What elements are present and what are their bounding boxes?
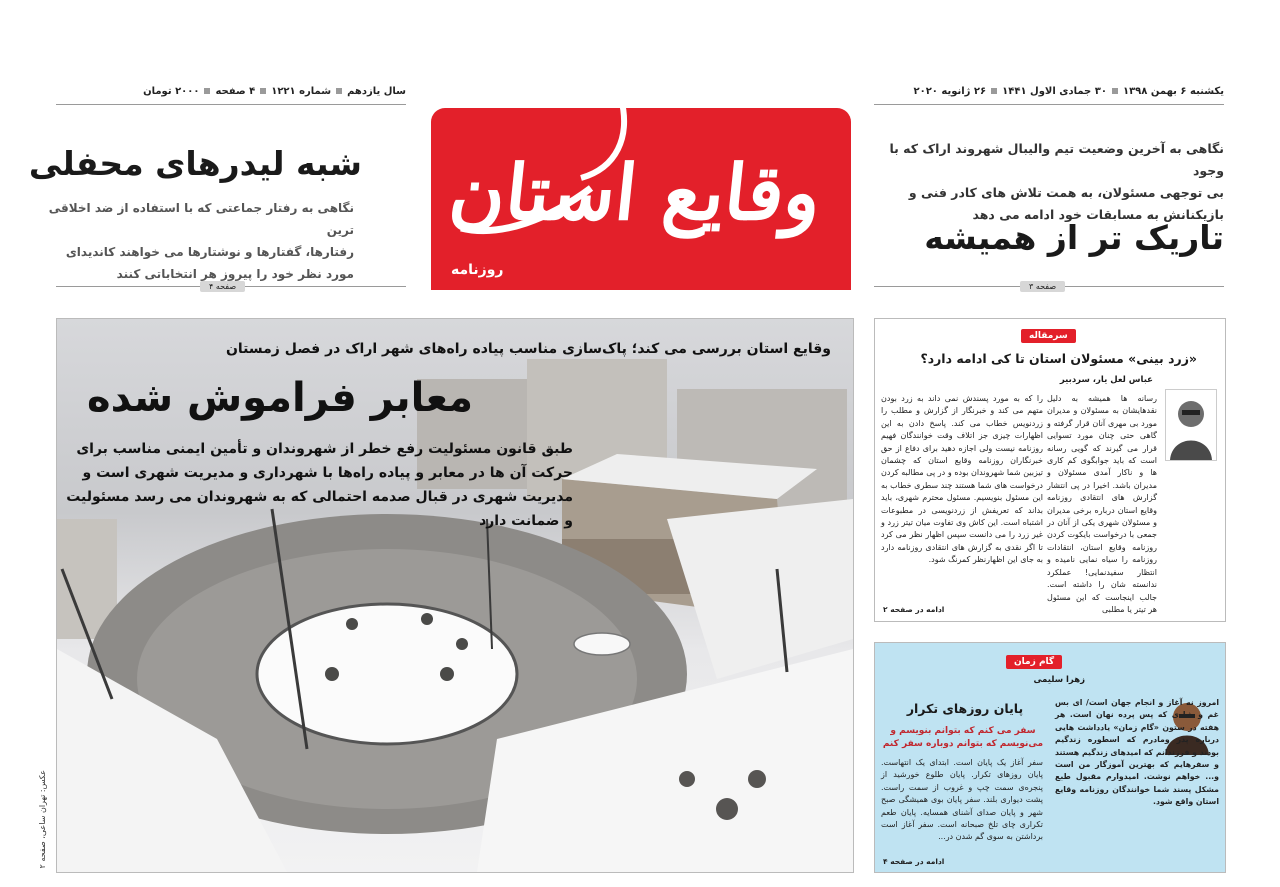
column-box — [874, 642, 1226, 873]
column-continue[interactable]: ادامه در صفحه ۴ — [883, 857, 945, 866]
right-lead-line: نگاهی به آخرین وضعیت تیم والیبال شهروند اراک که با وجود — [889, 141, 1224, 178]
person-icon — [1166, 390, 1216, 460]
editorial-author: عباس لعل یار، سردبیر — [1059, 375, 1153, 385]
masthead — [431, 108, 851, 290]
left-lead-line: مورد نظر خود را پیروز هر انتخاباتی کنند — [116, 267, 354, 281]
left-lead-line: نگاهی به رفتار جماعتی که با استفاده از ضد اخلاقی ترین — [48, 201, 354, 237]
column-col-right: امروز نه آغاز و انجام جهان است/ ای بس غم و شادی که پس پرده نهان است. هر هفته در ستون «گام زمان» یادداشت هایی درباره پدر ومادرم که اسطوره زندگیم بودند و فرزندانم که امیدهای زندگیم هستند و سفرهایم که بهترین آموزگار من است و... خواهم نوشت. امیدوارم مقبول طبع مشکل پسند شما خوانندگان روزنامه وقایع استان واقع شود. — [1055, 698, 1219, 807]
column-title[interactable]: پایان روزهای تکرار — [906, 701, 1024, 716]
right-story-title[interactable]: تاریک تر از همیشه — [924, 218, 1224, 257]
date-bar — [874, 86, 1224, 105]
editorial-col-right-cont — [1047, 463, 1217, 611]
column-subtitle — [881, 725, 1045, 751]
left-story-lead — [34, 197, 354, 285]
editorial-title[interactable]: «زرد بینی» مسئولان استان تا کی ادامه دارد؟ — [920, 351, 1197, 366]
right-lead-line: بازیکنانش به مسابقات خود ادامه می دهد — [972, 207, 1224, 222]
date-gregorian: ۲۶ ژانویه ۲۰۲۰ — [913, 86, 987, 97]
price: ۲۰۰۰ تومان — [143, 86, 200, 97]
left-lead-line: رفتارها، گفتارها و نوشتارها می خواهند کاندیدای — [65, 245, 354, 259]
main-kicker: وقایع استان بررسی می کند؛ پاک‌سازی مناسب پیاده راه‌های شهر اراک در فصل زمستان — [225, 341, 831, 357]
column-subtitle-line: سفر می کنم که بتوانم بنویسم و — [890, 726, 1036, 736]
editorial-col-right: رسانه ها همیشه به دلیل نقدهایشان به مسئولان و مدیران مورد بی مهری آنان قرار گرفته و گاهی حتی چنان مورد تسوایی قرار می گیرند که گویی رسانه است که باید جوابگوی کم کاری ها و ناکار آمدی مسئولان و مدیران باشد. اخیرا در پی انتشار گزارش های انتقادی روزنامه وقایع استان درباره برخی مدیران و مسئولان شهری یکی از آنان در جمعی با درخواست بایکوت کردن روزنامه وقایع استان، انتقادات روزنامه را سیاه نمایی نامیده و انتظار سفیدنمایی! عملکرد ندانسته شان را داشته است. جالب اینجاست که این مسئول هر تیتر یا مطلبی — [1047, 394, 1157, 614]
page-count: ۴ صفحه — [215, 86, 256, 97]
editorial-author-photo — [1165, 389, 1217, 461]
right-lead-line: بی توجهی مسئولان، به همت تلاش های کادر فنی و — [908, 185, 1224, 200]
column-badge: گام زمان — [1006, 655, 1062, 669]
editorial-continue[interactable]: ادامه در صفحه ۲ — [883, 605, 945, 614]
editorial-box — [874, 318, 1226, 622]
issue-bar — [56, 86, 406, 105]
column-author: زهرا سلیمی — [1033, 675, 1085, 685]
main-lead: طبق قانون مسئولیت رفع خطر از شهروندان و تأمین ایمنی مناسب برای حرکت آن ها در معابر و پیاده راه‌ها با شهرداری و مدیریت شهری است و مدیریت شهری در قبال صدمه احتمالی که به شهروندان می رسد مسئولیت و ضمانت دارد — [66, 441, 573, 529]
editorial-col-left: را که به مورد پسندش نمی داند به زرد بودن متهم می کند و خبرنگار از گزارش و مطلب را زردنویس خطاب می کند. پاسخ دادن به این اظهارات چیزی جز اتلاف وقت خوانندگان فهیم روزنامه نیست ولی اجازه دهید برای دفاع از حق خبرنگاران روزنامه وقایع استان که چشمان تیزبین شما شهروندان بوده و در پی مطالبه کردن درخواست های شما هستند چند سطری خطاب به این مسئول بنویسیم. مسئول محترم شهری، باید بداند که تعریفش از زردنویسی در مطبوعات اشتباه است. این کاش وی تفاوت میان تیتر زرد و غیر زرد را می دانست سپس اظهار نظر می کرد تا اگر نقدی به گزارش های انتقادی روزنامه دارد به جای این اظهارنظر کمرنگ شود. — [881, 394, 1043, 565]
main-photo — [56, 318, 854, 873]
left-story-page-tag[interactable]: صفحه ۴ — [200, 281, 245, 292]
column-subtitle-line: می‌نویسم که بتوانم دوباره سفر کنم — [882, 739, 1044, 749]
photo-credit: عکس: تهران ساعی، صفحه ۲ — [38, 770, 47, 869]
issue-number: شماره ۱۲۲۱ — [271, 86, 332, 97]
date-hijri: ۳۰ جمادی الاول ۱۴۴۱ — [1002, 86, 1107, 97]
date-persian: یکشنبه ۶ بهمن ۱۳۹۸ — [1122, 86, 1224, 97]
year-label: سال یازدهم — [347, 86, 406, 97]
right-story-page-tag[interactable]: صفحه ۳ — [1020, 281, 1065, 292]
main-headline[interactable]: معابر فراموش شده — [87, 375, 473, 421]
masthead-subtitle: روزنامه — [451, 262, 504, 278]
column-col-left: سفر آغاز یک پایان است. ابتدای یک انتهاست. پایان روزهای تکرار. پایان طلوع خورشید از پنجره‌ی سمت چپ و غروب از سمت راست. پشت دیواری بلند. سفر پایان بوی همیشگی صبح شهر و پایان صدای آشنای همسایه. پایان طعم تکراری چای تلخ صبحانه است. سفر آغاز است برداشتن به سوی گم شدن در... — [881, 758, 1043, 842]
right-story-lead — [884, 138, 1224, 226]
newspaper-logo: وقایع استان — [445, 148, 826, 237]
left-story-title[interactable]: شبه لیدرهای محفلی — [28, 144, 362, 183]
editorial-badge: سرمقاله — [1021, 329, 1076, 343]
